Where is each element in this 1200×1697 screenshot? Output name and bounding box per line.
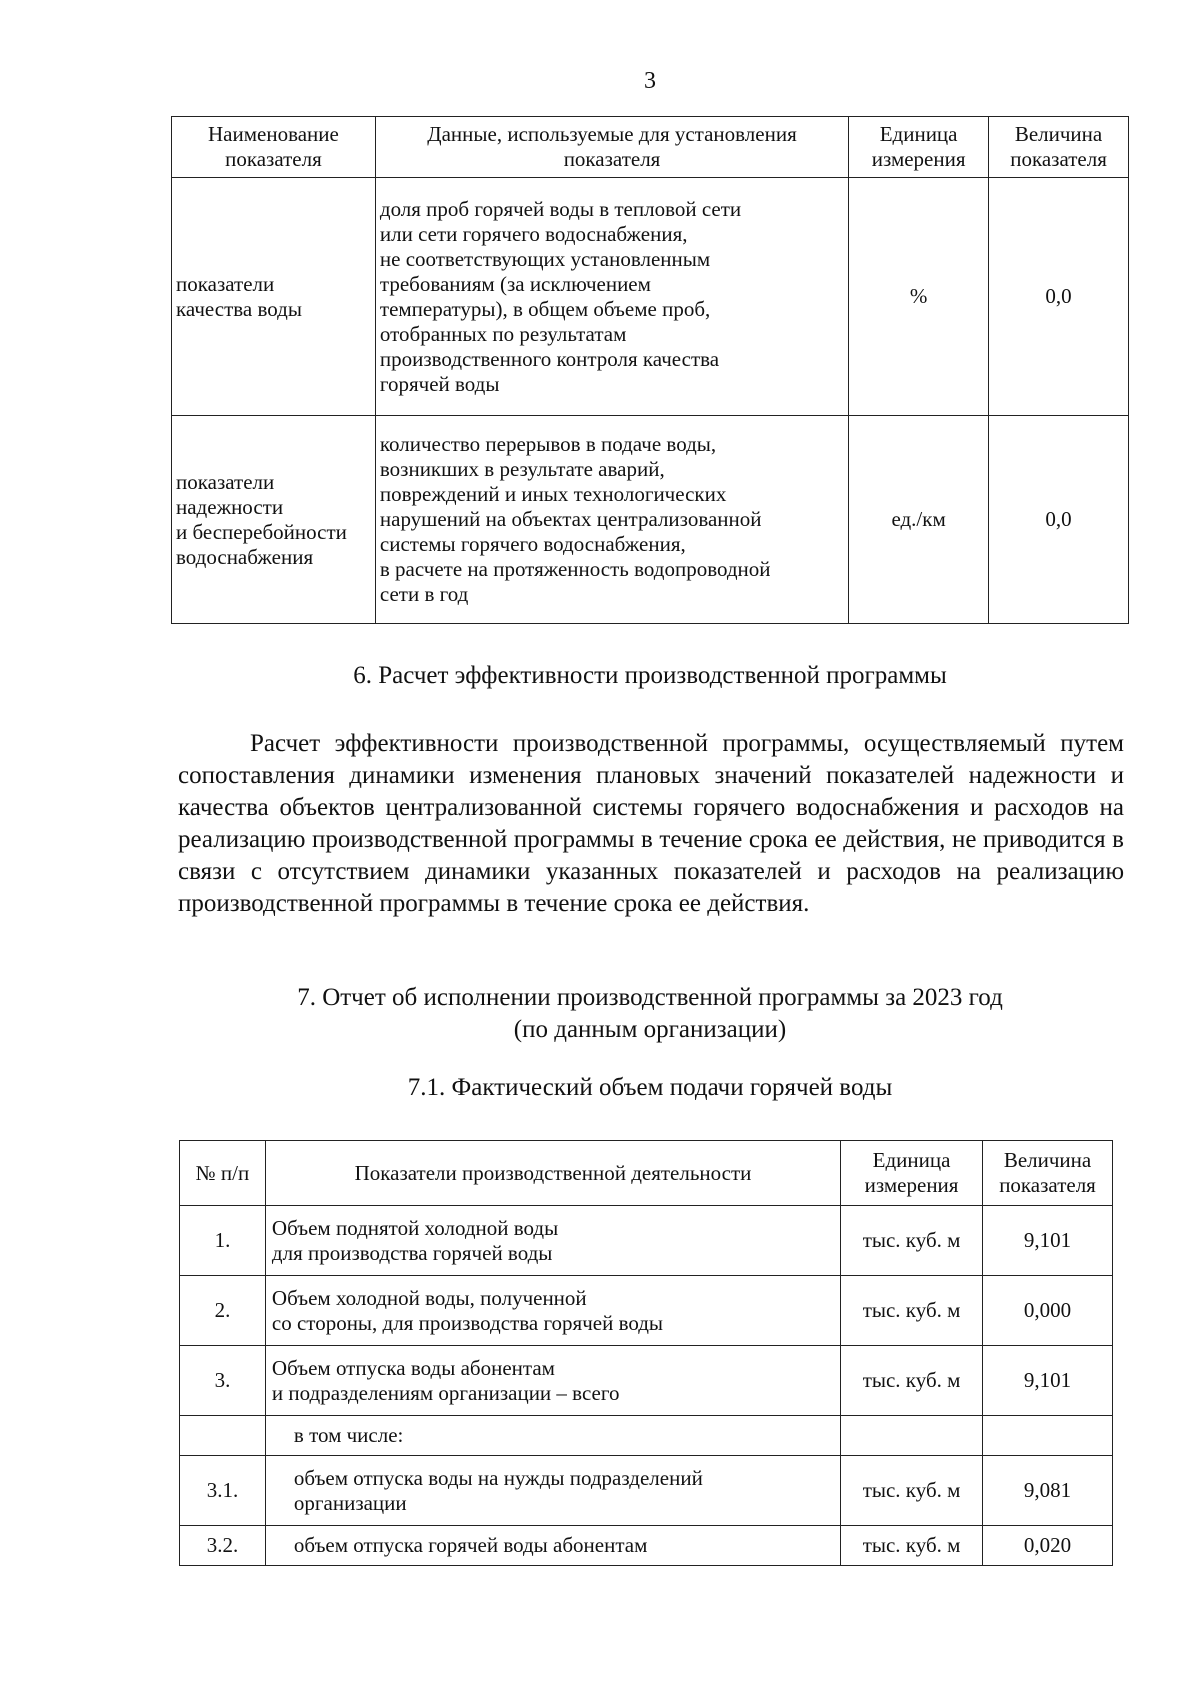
indicator-name-cell	[172, 416, 376, 624]
header-row-number: № п/п	[180, 1141, 266, 1206]
row-number-cell: 3.	[180, 1346, 266, 1416]
unit-cell: тыс. куб. м	[841, 1276, 983, 1346]
text-line: системы горячего водоснабжения,	[379, 532, 686, 556]
table-header-row	[180, 1141, 1113, 1206]
row-number-cell	[180, 1416, 266, 1456]
text-line: водоснабжения	[176, 544, 314, 569]
text-line: организации	[293, 1490, 407, 1515]
table-header-row	[172, 117, 1129, 178]
section-6-title: 6. Расчет эффективности производственной программы	[353, 662, 947, 689]
source-data-cell	[375, 416, 848, 624]
text-line: Объем отпуска воды абонентам	[271, 1355, 555, 1380]
text-line: Объем поднятой холодной воды	[271, 1215, 559, 1240]
header-unit: Единица измерения	[841, 1141, 983, 1206]
header-value: Величина показателя	[983, 1141, 1113, 1206]
text-line: объем отпуска горячей воды абонентам	[293, 1533, 648, 1557]
value-cell: 0,000	[983, 1276, 1113, 1346]
value-cell: 9,081	[983, 1456, 1113, 1526]
text-line: или сети горячего водоснабжения,	[379, 221, 688, 246]
value-cell	[983, 1416, 1113, 1456]
indicator-cell	[265, 1206, 840, 1276]
section-7-1-subtitle: 7.1. Фактический объем подачи горячей воды	[407, 1074, 893, 1101]
section-7-title-line-2: (по данным организации)	[513, 1016, 787, 1043]
table-row	[180, 1526, 1113, 1566]
value-cell: 9,101	[983, 1206, 1113, 1276]
unit-cell	[841, 1416, 983, 1456]
table-row	[172, 178, 1129, 416]
row-number-cell: 1.	[180, 1206, 266, 1276]
hot-water-supply-table	[179, 1140, 1113, 1566]
text-line: качества воды	[176, 296, 302, 321]
indicator-cell	[265, 1416, 840, 1456]
section-7-title-line-1: 7. Отчет об исполнении производственной программы за 2023 год	[297, 984, 1003, 1011]
text-line: показатели	[176, 271, 275, 296]
text-line: не соответствующих установленным	[379, 246, 711, 271]
header-indicator-name: Наименование показателя	[172, 117, 376, 178]
unit-cell: тыс. куб. м	[841, 1346, 983, 1416]
source-data-cell	[375, 178, 848, 416]
unit-cell: тыс. куб. м	[841, 1456, 983, 1526]
indicator-cell	[265, 1276, 840, 1346]
unit-cell: тыс. куб. м	[841, 1526, 983, 1566]
text-line: надежности	[176, 494, 284, 519]
table-row	[180, 1346, 1113, 1416]
value-cell: 0,0	[989, 178, 1129, 416]
unit-cell: тыс. куб. м	[841, 1206, 983, 1276]
text-line: в том числе:	[293, 1423, 404, 1447]
header-unit: Единица измерения	[849, 117, 989, 178]
value-cell: 0,020	[983, 1526, 1113, 1566]
text-line: в расчете на протяженность водопроводной	[379, 557, 771, 581]
text-line: со стороны, для производства горячей воды	[271, 1310, 664, 1335]
text-line: температуры), в общем объеме проб,	[379, 296, 711, 321]
table-row	[180, 1416, 1113, 1456]
text-line: повреждений и иных технологических	[379, 482, 727, 506]
unit-cell: %	[849, 178, 989, 416]
indicator-name-cell	[172, 178, 376, 416]
value-cell: 0,0	[989, 416, 1129, 624]
indicator-cell	[265, 1346, 840, 1416]
text-line: доля проб горячей воды в тепловой сети	[379, 196, 742, 221]
table-row	[180, 1456, 1113, 1526]
text-line: объем отпуска воды на нужды подразделений	[293, 1465, 703, 1490]
text-line: требованиям (за исключением	[379, 271, 651, 296]
text-line: нарушений на объектах централизованной	[379, 507, 762, 531]
table-row	[180, 1276, 1113, 1346]
text-line: отобранных по результатам	[379, 321, 627, 346]
indicator-cell	[265, 1526, 840, 1566]
text-line: для производства горячей воды	[271, 1240, 553, 1265]
value-cell: 9,101	[983, 1346, 1113, 1416]
text-line: сети в год	[379, 582, 469, 606]
header-value: Величина показателя	[989, 117, 1129, 178]
text-line: горячей воды	[379, 371, 500, 396]
page-number: 3	[644, 68, 656, 94]
row-number-cell: 2.	[180, 1276, 266, 1346]
text-line: Объем холодной воды, полученной	[271, 1285, 587, 1310]
table-row	[172, 416, 1129, 624]
unit-cell: ед./км	[849, 416, 989, 624]
table-row	[180, 1206, 1113, 1276]
text-line: и подразделениям организации – всего	[271, 1380, 620, 1405]
text-line: количество перерывов в подаче воды,	[379, 432, 717, 456]
row-number-cell: 3.2.	[180, 1526, 266, 1566]
section-6-paragraph: Расчет эффективности производственной программы, осуществляемый путем сопоставления динамики изменения плановых значений показателей надежности и качества объектов централизованной системы горячего водоснабжения и расходов на реализацию производственной программы в течение срока ее действия, не приводится в связи с отсутствием динамики указанных показателей и расходов на реализацию производственной программы в течение срока ее действия.	[178, 730, 1124, 917]
text-line: производственного контроля качества	[379, 346, 720, 371]
text-line: возникших в результате аварий,	[379, 457, 665, 481]
header-indicators: Показатели производственной деятельности	[265, 1141, 840, 1206]
row-number-cell: 3.1.	[180, 1456, 266, 1526]
text-line: показатели	[176, 469, 275, 494]
quality-indicators-table	[171, 116, 1129, 624]
text-line: и бесперебойности	[176, 519, 347, 544]
indicator-cell	[265, 1456, 840, 1526]
header-source-data: Данные, используемые для установления показателя	[375, 117, 848, 178]
